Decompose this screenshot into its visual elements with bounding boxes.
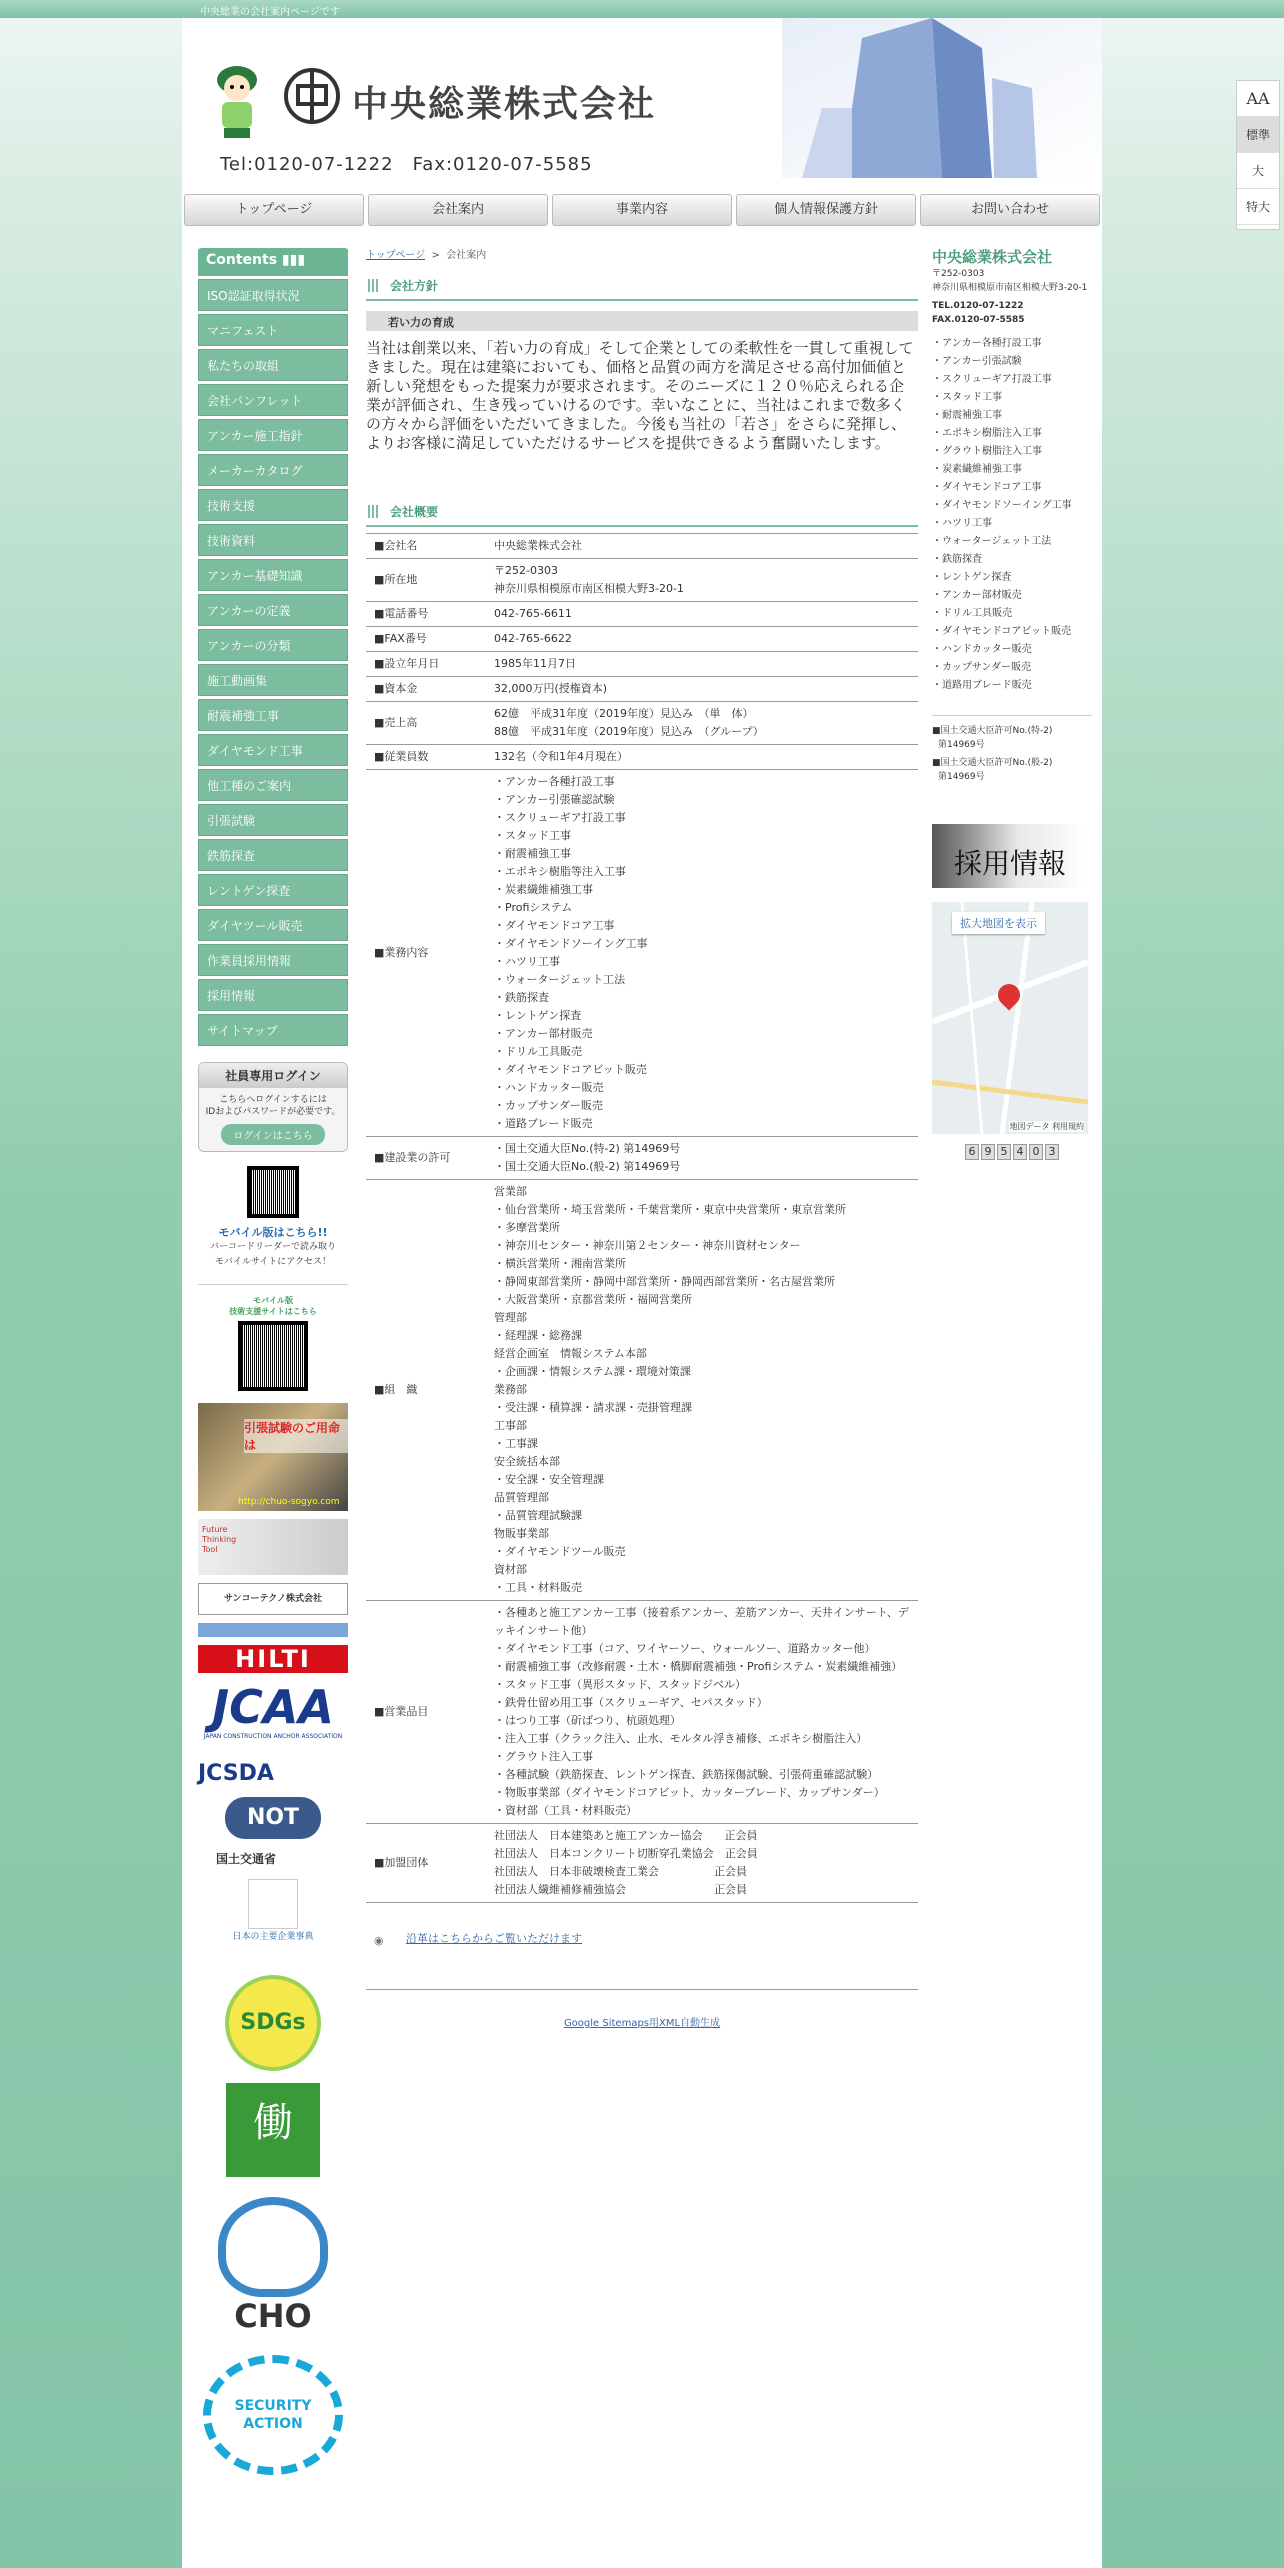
row-value-line: ・カップサンダー販売 <box>494 1099 603 1112</box>
row-value-line: ・注入工事（クラック注入、止水、モルタル浮き補修、エポキシ樹脂注入） <box>494 1732 868 1745</box>
row-value-line: 営業部 <box>494 1185 527 1198</box>
row-value-line: ・大阪営業所・京都営業所・福岡営業所 <box>494 1293 692 1306</box>
row-value-line: ・仙台営業所・埼玉営業所・千葉営業所・東京中央営業所・東京営業所 <box>494 1203 846 1216</box>
jcaa-sub: JAPAN CONSTRUCTION ANCHOR ASSOCIATION <box>203 1733 343 1740</box>
row-value-line: ・ハツリ工事 <box>494 955 560 968</box>
row-value-line: ・各種試験（鉄筋探査、レントゲン探査、鉄筋探傷試験、引張荷重確認試験） <box>494 1768 879 1781</box>
row-value-line: ・アンカー部材販売 <box>494 1027 593 1040</box>
overview-heading-text: 会社概要 <box>390 505 439 519</box>
row-value-line: ・ダイヤモンドコアビット販売 <box>494 1063 647 1076</box>
table-row <box>366 745 918 770</box>
right-tel: TEL.0120-07-1222 <box>932 301 1024 311</box>
row-key: ■設立年月日 <box>366 652 486 677</box>
sidebar-item[interactable]: ダイヤツール販売 <box>198 909 348 941</box>
table-row <box>366 770 918 1137</box>
mascot-icon <box>212 58 262 148</box>
row-value-line: ・ダイヤモンドコア工事 <box>494 919 615 932</box>
row-value-line: ・エポキシ樹脂等注入工事 <box>494 865 626 878</box>
row-key: ■業務内容 <box>366 770 486 1137</box>
sidebar-item[interactable]: アンカー基礎知識 <box>198 559 348 591</box>
right-service-item: ・アンカー各種打設工事 <box>932 338 1042 349</box>
mobile-tech-title-1: モバイル版 <box>253 1296 293 1305</box>
sidebar-menu <box>198 279 348 1046</box>
row-value <box>486 770 918 1137</box>
row-value-line: ・炭素繊維補強工事 <box>494 883 593 896</box>
mobile-tech-title-2: 技術支援サイトはこちら <box>229 1307 317 1316</box>
right-service-item: ・ハツリ工事 <box>932 518 992 529</box>
arrow-circle-icon: ◉ <box>374 1934 384 1947</box>
font-size-icon: AA <box>1237 81 1279 117</box>
sidebar-item[interactable]: ISO認証取得状況 <box>198 279 348 311</box>
row-value-line: 1985年11月7日 <box>494 657 576 670</box>
sidebar-item[interactable]: 耐震補強工事 <box>198 699 348 731</box>
breadcrumb-home[interactable]: トップページ <box>366 250 426 261</box>
right-service-item: ・エポキシ樹脂注入工事 <box>932 428 1042 439</box>
table-row <box>366 534 918 559</box>
sidebar-heading-text: Contents <box>206 252 278 268</box>
sidebar-item[interactable]: ダイヤモンド工事 <box>198 734 348 766</box>
row-key: ■所在地 <box>366 559 486 602</box>
row-key: ■加盟団体 <box>366 1824 486 1903</box>
jcaa-banner[interactable] <box>198 1681 348 1753</box>
row-value-line: 中央総業株式会社 <box>494 539 582 552</box>
row-key: ■電話番号 <box>366 602 486 627</box>
row-value-line: ・グラウト注入工事 <box>494 1750 593 1763</box>
row-key: ■組 織 <box>366 1180 486 1601</box>
right-service-item: ・ダイヤモンドコアビット販売 <box>932 626 1071 637</box>
company-logo-icon <box>282 66 342 126</box>
font-size-xlarge[interactable]: 特大 <box>1237 189 1279 225</box>
policy-text: 当社は創業以来、「若い力の育成」そして企業としての柔軟性を一貫して重視してきました。現在は建築においても、価格と品質の両方を満足させる高付加価値と新しい発想をもった提案力が要求されます。そのニーズに１２０％応えられる企業が評価され、生き残っていけるのです。幸いなことに、当社はこれまで数多くの方々から評価をいただいてきました。今後も当社の「若さ」をさらに発揮し、よりお客様に満足していただけるサービスを提供できるよう奮闘いたします。 <box>366 339 914 452</box>
topbar-text: 中央総業の会社案内ページです <box>200 7 340 18</box>
page-wrapper <box>182 18 1102 2568</box>
row-value-line: 132名（令和1年4月現在） <box>494 750 628 763</box>
right-sidebar <box>932 246 1092 1160</box>
security-action-banner[interactable]: SECURITY ACTION <box>203 2355 343 2475</box>
bars-icon <box>368 279 380 292</box>
topbar <box>0 0 1284 18</box>
policy-subheading: 若い力の育成 <box>366 311 918 331</box>
overview-heading <box>366 503 918 527</box>
sidebar-item[interactable]: 会社パンフレット <box>198 384 348 416</box>
row-value-line: ・企画課・情報システム課・環境対策課 <box>494 1365 691 1378</box>
row-value <box>486 677 918 702</box>
global-nav <box>182 194 1102 228</box>
gnav-privacy[interactable]: 個人情報保護方針 <box>736 194 916 226</box>
row-value-line: ・工具・材料販売 <box>494 1581 582 1594</box>
mobile-block <box>198 1166 348 1270</box>
row-value-line: 042-765-6611 <box>494 607 572 620</box>
right-service-item: ・ドリル工具販売 <box>932 608 1012 619</box>
counter-digit: 5 <box>997 1144 1011 1160</box>
main-content <box>366 246 918 2029</box>
sidebar-item[interactable]: 私たちの取組 <box>198 349 348 381</box>
breadcrumb <box>366 246 918 261</box>
right-service-item: ・道路用ブレード販売 <box>932 680 1032 691</box>
row-value-line: ・安全課・安全管理課 <box>494 1473 604 1486</box>
jcaa-logo: JCAA <box>211 1680 335 1734</box>
right-service-item: ・アンカー引張試験 <box>932 356 1022 367</box>
right-service-item: ・炭素繊維補強工事 <box>932 464 1022 475</box>
right-zip: 〒252-0303 <box>932 269 985 279</box>
table-row <box>366 677 918 702</box>
counter-digit: 6 <box>965 1144 979 1160</box>
tensile-banner-url: http://chuo-sogyo.com <box>238 1497 340 1507</box>
building-image <box>782 18 1102 178</box>
login-button[interactable]: ログインはこちら <box>221 1124 325 1145</box>
right-address: 神奈川県相模原市南区相模大野3-20-1 <box>932 283 1088 293</box>
access-counter <box>932 1144 1092 1160</box>
row-value-line: 工事部 <box>494 1419 527 1432</box>
row-value-line: 神奈川県相模原市南区相模大野3-20-1 <box>494 582 684 595</box>
row-value-line: ・ダイヤモンドツール販売 <box>494 1545 626 1558</box>
gnav-company[interactable]: 会社案内 <box>368 194 548 226</box>
row-value-line: ・神奈川センター・神奈川第２センター・神奈川資材センター <box>494 1239 801 1252</box>
row-value-line: ・工事課 <box>494 1437 538 1450</box>
sdgs-banner[interactable]: SDGs <box>225 1975 321 2071</box>
login-desc <box>199 1094 347 1118</box>
map-roads <box>932 902 1088 1134</box>
right-service-item: ・鉄筋探査 <box>932 554 982 565</box>
row-value-line: ・ダイヤモンド工事（コア、ワイヤーソー、ウォールソー、道路カッター他） <box>494 1642 876 1655</box>
recruit-banner[interactable] <box>932 824 1088 888</box>
right-service-item: ・カップサンダー販売 <box>932 662 1031 673</box>
small-blue-banner[interactable] <box>198 1623 348 1637</box>
qr-code-icon <box>238 1321 308 1391</box>
row-key: ■建設業の許可 <box>366 1137 486 1180</box>
login-desc-2: IDおよびパスワードが必要です。 <box>205 1107 341 1117</box>
gnav-contact[interactable]: お問い合わせ <box>920 194 1100 226</box>
google-map[interactable] <box>932 902 1088 1134</box>
sidebar-item[interactable]: レントゲン探査 <box>198 874 348 906</box>
breadcrumb-current: 会社案内 <box>446 250 487 261</box>
license-1: ■国土交通大臣許可No.(特-2) <box>932 726 1053 736</box>
row-value-line: ・道路ブレード販売 <box>494 1117 593 1130</box>
table-row <box>366 1824 918 1903</box>
table-row <box>366 1180 918 1601</box>
row-value-line: ・受注課・積算課・請求課・売掛管理課 <box>494 1401 692 1414</box>
work-style-banner[interactable]: 働 <box>226 2083 320 2177</box>
gnav-business[interactable]: 事業内容 <box>552 194 732 226</box>
sanko-banner[interactable]: サンコーテクノ株式会社 <box>198 1583 348 1615</box>
row-value <box>486 1824 918 1903</box>
sidebar-item[interactable]: 他工種のご案内 <box>198 769 348 801</box>
company-logo-text[interactable]: 中央総業株式会社 <box>352 84 657 125</box>
row-value-line: ・ダイヤモンドソーイング工事 <box>494 937 648 950</box>
heart-icon <box>218 2197 328 2297</box>
license-2b: 第14969号 <box>938 772 985 782</box>
row-value-line: 物販事業部 <box>494 1527 549 1540</box>
row-value-line: 社団法人 日本建築あと施工アンカー協会 正会員 <box>494 1829 758 1842</box>
cho-banner[interactable] <box>203 2197 343 2347</box>
recruit-banner-text: 採用情報 <box>954 847 1067 880</box>
left-sidebar <box>198 248 348 2475</box>
sidebar-item[interactable]: 採用情報 <box>198 979 348 1011</box>
jcsda-banner[interactable]: JCSDA <box>198 1761 274 1786</box>
right-service-item: ・ウォータージェット工法 <box>932 536 1052 547</box>
eiyoburo-banner[interactable] <box>198 1879 348 1955</box>
table-row <box>366 1137 918 1180</box>
license-2: ■国土交通大臣許可No.(般-2) <box>932 758 1053 768</box>
sidebar-item[interactable]: アンカー施工指針 <box>198 419 348 451</box>
row-value <box>486 534 918 559</box>
row-key: ■FAX番号 <box>366 627 486 652</box>
row-value <box>486 745 918 770</box>
policy-heading-text: 会社方針 <box>390 279 439 293</box>
mobile-title[interactable]: モバイル版はこちら!! <box>218 1226 328 1239</box>
row-value <box>486 702 918 745</box>
row-value-line: 88億 平成31年度（2019年度）見込み （グループ） <box>494 725 764 738</box>
row-value-line: ・スクリューギア打設工事 <box>494 811 626 824</box>
row-value <box>486 1180 918 1601</box>
sidebar-heading <box>198 248 348 276</box>
policy-heading <box>366 277 918 301</box>
row-value-line: ・はつり工事（斫ばつり、杭頭処理） <box>494 1714 681 1727</box>
mobile-desc-1: バーコードリーダーで読み取り <box>209 1242 336 1252</box>
future-thinking-banner[interactable] <box>198 1519 348 1575</box>
sidebar-item[interactable]: 作業員採用情報 <box>198 944 348 976</box>
row-value-line: 〒252-0303 <box>494 564 558 577</box>
row-value-line: ・スタッド工事（異形スタッド、スタッドジベル） <box>494 1678 747 1691</box>
login-desc-1: こちらへログインするには <box>219 1095 327 1105</box>
right-fax: FAX.0120-07-5585 <box>932 315 1025 325</box>
right-service-item: ・ダイヤモンドソーイング工事 <box>932 500 1072 511</box>
counter-digit: 4 <box>1013 1144 1027 1160</box>
row-value <box>486 602 918 627</box>
row-key: ■従業員数 <box>366 745 486 770</box>
right-company-name: 中央総業株式会社 <box>932 248 1053 266</box>
row-value-line: ・経理課・総務課 <box>494 1329 582 1342</box>
row-value-line: ・各種あと施工アンカー工事（接着系アンカー、差筋アンカー、天井インサート、デッキインサート他） <box>494 1606 909 1637</box>
font-size-large[interactable]: 大 <box>1237 153 1279 189</box>
right-service-item: ・ハンドカッター販売 <box>932 644 1032 655</box>
mobile-tech-block[interactable] <box>198 1284 348 1391</box>
row-key: ■会社名 <box>366 534 486 559</box>
qr-code-icon <box>247 1166 299 1218</box>
table-row <box>366 602 918 627</box>
sidebar-item[interactable]: メーカーカタログ <box>198 454 348 486</box>
row-value-line: 社団法人繊維補修補強協会 正会員 <box>494 1883 747 1896</box>
row-value <box>486 1601 918 1824</box>
row-value-line: ・スタッド工事 <box>494 829 571 842</box>
right-service-item: ・スクリューギア打設工事 <box>932 374 1052 385</box>
row-value <box>486 652 918 677</box>
eiyoburo-logo-icon <box>248 1879 298 1929</box>
font-size-tools <box>1236 80 1280 230</box>
history-link[interactable] <box>366 1931 918 1971</box>
bars-icon: ▮▮▮ <box>281 252 306 268</box>
tensile-banner-text: 引張試験のご用命は <box>244 1419 348 1453</box>
table-row <box>366 652 918 677</box>
header-tel-fax: Tel:0120-07-1222 Fax:0120-07-5585 <box>220 154 593 175</box>
bars-icon <box>368 505 380 518</box>
gnav-top[interactable]: トップページ <box>184 194 364 226</box>
sidebar-item[interactable]: サイトマップ <box>198 1014 348 1046</box>
counter-digit: 3 <box>1045 1144 1059 1160</box>
not-banner[interactable]: NOT <box>225 1797 321 1839</box>
tensile-test-banner[interactable] <box>198 1403 348 1511</box>
right-service-list <box>932 335 1092 695</box>
row-value-line: ・鉄骨仕留め用工事（スクリューギア、セパスタッド） <box>494 1696 768 1709</box>
table-row <box>366 1601 918 1824</box>
table-row <box>366 627 918 652</box>
row-value-line: 業務部 <box>494 1383 527 1396</box>
row-value-line: ・国土交通大臣No.(般-2) 第14969号 <box>494 1160 681 1173</box>
sidebar-item[interactable]: マニフェスト <box>198 314 348 346</box>
row-key: ■資本金 <box>366 677 486 702</box>
row-value-line: ・横浜営業所・湘南営業所 <box>494 1257 626 1270</box>
row-value-line: ・鉄筋探査 <box>494 991 549 1004</box>
license-1b: 第14969号 <box>938 740 985 750</box>
login-title: 社員専用ログイン <box>199 1063 347 1088</box>
row-value <box>486 627 918 652</box>
row-value-line: ・ドリル工具販売 <box>494 1045 582 1058</box>
row-value-line: 経営企画室 情報システム本部 <box>494 1347 647 1360</box>
right-service-item: ・スタッド工事 <box>932 392 1002 403</box>
row-value-line: ・静岡東部営業所・静岡中部営業所・静岡西部営業所・名古屋営業所 <box>494 1275 835 1288</box>
sidebar-item[interactable]: 引張試験 <box>198 804 348 836</box>
right-service-item: ・レントゲン探査 <box>932 572 1012 583</box>
header <box>182 18 1102 188</box>
counter-digit: 9 <box>981 1144 995 1160</box>
mobile-desc-2: モバイルサイトにアクセス！ <box>214 1257 332 1267</box>
cho-text: CHO <box>234 2297 312 2335</box>
map-terms[interactable]: 利用規約 <box>1052 1122 1084 1131</box>
right-service-item: ・ダイヤモンドコア工事 <box>932 482 1042 493</box>
row-value <box>486 559 918 602</box>
counter-digit: 0 <box>1029 1144 1043 1160</box>
table-row <box>366 702 918 745</box>
sidebar-item[interactable]: 施工動画集 <box>198 664 348 696</box>
breadcrumb-sep: > <box>431 250 440 261</box>
row-value-line: ・アンカー引張確認試験 <box>494 793 615 806</box>
row-value-line: ・ハンドカッター販売 <box>494 1081 604 1094</box>
hilti-banner[interactable]: HILTI <box>198 1645 348 1673</box>
row-value-line: ・国土交通大臣No.(特-2) 第14969号 <box>494 1142 681 1155</box>
row-value-line: ・耐震補強工事（改修耐震・土木・橋脚耐震補強・Profiシステム・炭素繊維補強） <box>494 1660 903 1673</box>
right-service-item: ・グラウト樹脂注入工事 <box>932 446 1042 457</box>
row-value-line: ・アンカー各種打設工事 <box>494 775 615 788</box>
row-value-line: ・レントゲン探査 <box>494 1009 582 1022</box>
row-value-line: 62億 平成31年度（2019年度）見込み （単 体） <box>494 707 754 720</box>
row-value-line: ・ウォータージェット工法 <box>494 973 626 986</box>
row-value-line: 管理部 <box>494 1311 527 1324</box>
right-service-item: ・耐震補強工事 <box>932 410 1002 421</box>
staff-login-box <box>198 1062 348 1152</box>
row-value-line: 社団法人 日本非破壊検査工業会 正会員 <box>494 1865 747 1878</box>
row-value-line: ・品質管理試験課 <box>494 1509 582 1522</box>
map-footer <box>1009 1121 1084 1132</box>
row-value <box>486 1137 918 1180</box>
map-enlarge-button[interactable]: 拡大地図を表示 <box>952 912 1045 934</box>
row-key: ■売上高 <box>366 702 486 745</box>
table-row <box>366 559 918 602</box>
sidebar-item[interactable]: 鉄筋探査 <box>198 839 348 871</box>
row-value-line: ・多摩営業所 <box>494 1221 560 1234</box>
sidebar-item[interactable]: 技術資料 <box>198 524 348 556</box>
font-size-standard[interactable]: 標準 <box>1237 117 1279 153</box>
row-value-line: ・Profiシステム <box>494 901 573 914</box>
sidebar-item[interactable]: アンカーの定義 <box>198 594 348 626</box>
mlit-banner[interactable]: 国土交通省 <box>216 1852 277 1866</box>
row-value-line: 資材部 <box>494 1563 527 1576</box>
row-value-line: 042-765-6622 <box>494 632 572 645</box>
sidebar-item[interactable]: アンカーの分類 <box>198 629 348 661</box>
row-value-line: 品質管理部 <box>494 1491 549 1504</box>
history-link-text[interactable]: 沿革はこちらからご覧いただけます <box>406 1932 582 1945</box>
map-data[interactable]: 地図データ <box>1009 1122 1050 1131</box>
company-overview-table <box>366 533 918 1903</box>
right-licenses <box>932 715 1092 784</box>
sidebar-item[interactable]: 技術支援 <box>198 489 348 521</box>
row-value-line: 社団法人 日本コンクリート切断穿孔業協会 正会員 <box>494 1847 758 1860</box>
row-value-line: 32,000万円(授権資本) <box>494 682 608 695</box>
row-key: ■営業品目 <box>366 1601 486 1824</box>
right-service-item: ・アンカー部材販売 <box>932 590 1022 601</box>
row-value-line: ・耐震補強工事 <box>494 847 571 860</box>
sitemap-link[interactable]: Google Sitemaps用XML自動生成 <box>366 1989 918 2029</box>
row-value-line: 安全統括本部 <box>494 1455 560 1468</box>
future-banner-text: Future Thinking Tool <box>202 1525 237 1554</box>
eiyoburo-text: 日本の主要企業事典 <box>232 1932 314 1942</box>
row-value-line: ・資材部（工具・材料販売） <box>494 1804 637 1817</box>
row-value-line: ・物販事業部（ダイヤモンドコアビット、カッターブレード、カップサンダー） <box>494 1786 885 1799</box>
